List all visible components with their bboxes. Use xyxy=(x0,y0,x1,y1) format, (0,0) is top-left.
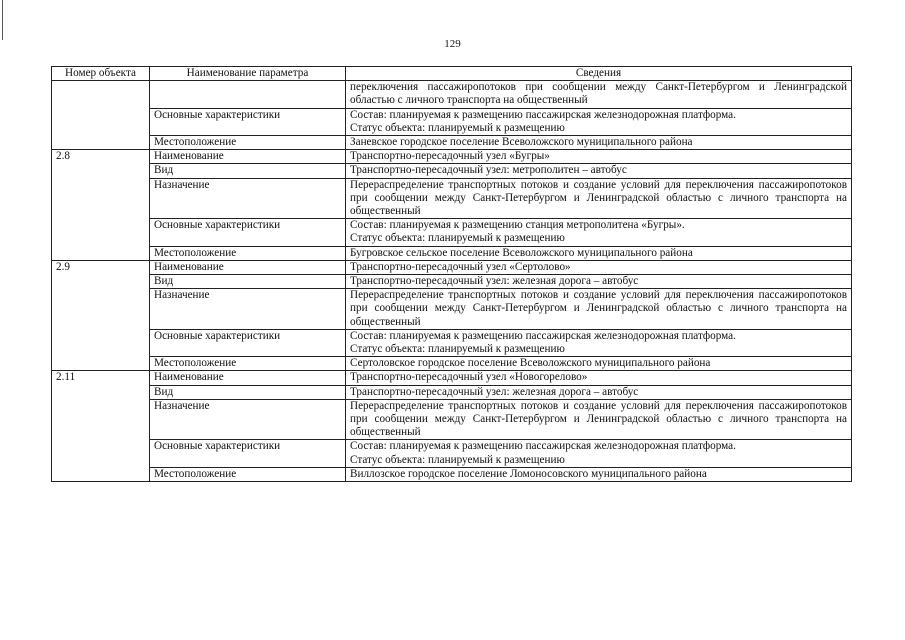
table-row xyxy=(52,260,852,274)
table-row xyxy=(52,150,852,164)
parameter-name-cell: Основные характеристики xyxy=(150,440,346,467)
parameter-name-cell: Местоположение xyxy=(150,357,346,371)
parameter-name-cell: Назначение xyxy=(150,289,346,330)
table-header-row xyxy=(52,67,852,81)
characteristics-line: Состав: планируемая к размещению пассажирская железнодорожная платформа. xyxy=(350,329,736,342)
purpose-value: Перераспределение транспортных потоков и создание условий для переключения пассажиропотоков при сообщении между Санкт-Петербургом и Ленинградской областью с личного транспорта на общественный xyxy=(346,178,852,219)
object-number-cell xyxy=(52,81,150,150)
object-number-cell: 2.9 xyxy=(52,260,150,371)
table-row xyxy=(52,178,852,219)
table-row xyxy=(52,164,852,178)
table-row xyxy=(52,329,852,356)
object-number-cell: 2.11 xyxy=(52,371,150,482)
parameter-name-cell: Основные характеристики xyxy=(150,108,346,135)
purpose-value: Перераспределение транспортных потоков и создание условий для переключения пассажиропотоков при сообщении между Санкт-Петербургом и Ленинградской областью с личного транспорта на общественный xyxy=(346,289,852,330)
parameter-name-cell: Местоположение xyxy=(150,246,346,260)
purpose-value: Перераспределение транспортных потоков и создание условий для переключения пассажиропотоков при сообщении между Санкт-Петербургом и Ленинградской областью с личного транспорта на общественный xyxy=(346,399,852,440)
characteristics-line: Статус объекта: планируемый к размещению xyxy=(350,232,565,245)
table-row xyxy=(52,385,852,399)
characteristics-value xyxy=(346,219,852,246)
type-value: Транспортно-пересадочный узел: железная дорога – автобус xyxy=(346,385,852,399)
table-row xyxy=(52,275,852,289)
characteristics-line: Состав: планируемая к размещению станция метрополитена «Бугры». xyxy=(350,219,685,232)
characteristics-line: Состав: планируемая к размещению пассажирская железнодорожная платформа. xyxy=(350,108,736,121)
name-value: Транспортно-пересадочный узел «Бугры» xyxy=(346,150,852,164)
parameter-name-cell: Местоположение xyxy=(150,136,346,150)
parameter-name-cell xyxy=(150,81,346,108)
characteristics-value xyxy=(346,108,852,135)
parameter-name-cell: Назначение xyxy=(150,399,346,440)
page-number: 129 xyxy=(444,38,461,50)
table-row xyxy=(52,136,852,150)
table-row xyxy=(52,467,852,481)
header-parameter-name: Наименование параметра xyxy=(150,67,346,81)
parameter-name-cell: Назначение xyxy=(150,178,346,219)
parameter-name-cell: Вид xyxy=(150,275,346,289)
parameter-name-cell: Местоположение xyxy=(150,467,346,481)
characteristics-line: Статус объекта: планируемый к размещению xyxy=(350,453,565,466)
name-value: Транспортно-пересадочный узел «Новогорелово» xyxy=(346,371,852,385)
parameter-name-cell: Наименование xyxy=(150,150,346,164)
location-value: Виллозское городское поселение Ломоносовского муниципального района xyxy=(346,467,852,481)
purpose-continuation-value: переключения пассажиропотоков при сообщении между Санкт-Петербургом и Ленинградской областью с личного транспорта на общественный xyxy=(346,81,852,108)
parameter-name-cell: Вид xyxy=(150,164,346,178)
parameters-table xyxy=(51,66,852,482)
location-value: Сертоловское городское поселение Всеволожского муниципального района xyxy=(346,357,852,371)
table-row xyxy=(52,289,852,330)
characteristics-value xyxy=(346,440,852,467)
table-row xyxy=(52,371,852,385)
table-row xyxy=(52,357,852,371)
type-value: Транспортно-пересадочный узел: метрополитен – автобус xyxy=(346,164,852,178)
characteristics-line: Состав: планируемая к размещению пассажирская железнодорожная платформа. xyxy=(350,440,736,453)
table-row xyxy=(52,246,852,260)
characteristics-line: Статус объекта: планируемый к размещению xyxy=(350,343,565,356)
parameter-name-cell: Основные характеристики xyxy=(150,329,346,356)
name-value: Транспортно-пересадочный узел «Сертолово» xyxy=(346,260,852,274)
characteristics-value xyxy=(346,329,852,356)
scan-edge-mark xyxy=(2,0,3,40)
table-row xyxy=(52,219,852,246)
characteristics-line: Статус объекта: планируемый к размещению xyxy=(350,121,565,134)
table-row xyxy=(52,440,852,467)
table-row xyxy=(52,81,852,108)
table-row xyxy=(52,399,852,440)
location-value: Бугровское сельское поселение Всеволожского муниципального района xyxy=(346,246,852,260)
header-object-number: Номер объекта xyxy=(52,67,150,81)
parameter-name-cell: Вид xyxy=(150,385,346,399)
header-details: Сведения xyxy=(346,67,852,81)
type-value: Транспортно-пересадочный узел: железная дорога – автобус xyxy=(346,275,852,289)
parameter-name-cell: Наименование xyxy=(150,260,346,274)
parameter-name-cell: Основные характеристики xyxy=(150,219,346,246)
parameter-name-cell: Наименование xyxy=(150,371,346,385)
table-row xyxy=(52,108,852,135)
object-number-cell: 2.8 xyxy=(52,150,150,261)
location-value: Заневское городское поселение Всеволожского муниципального района xyxy=(346,136,852,150)
